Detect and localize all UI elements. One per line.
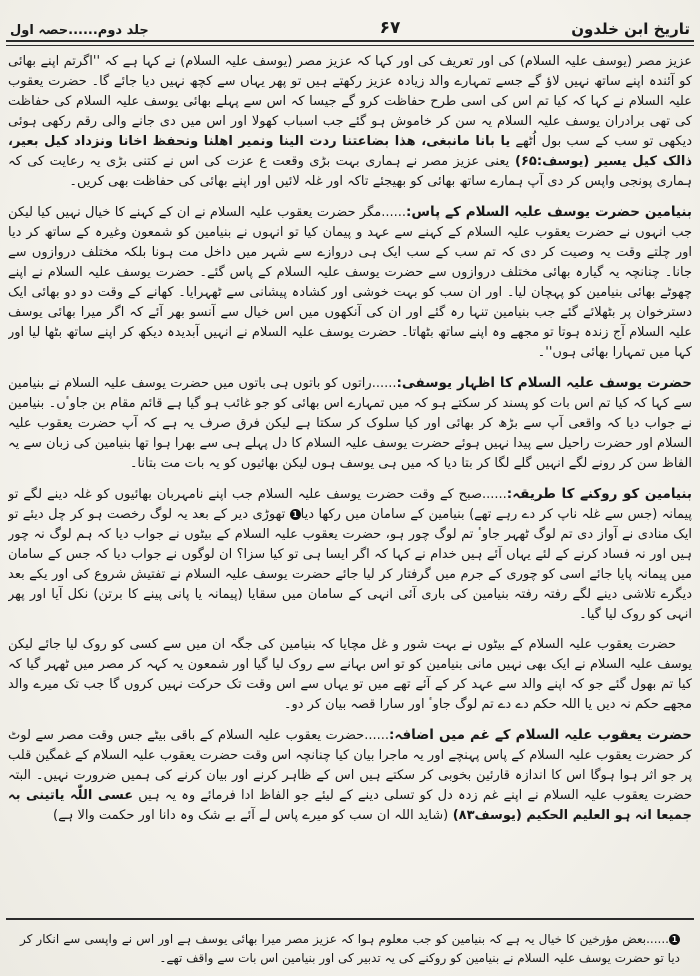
- paragraph-text: تھوڑی دیر کے بعد یہ لوگ رخصت ہو کر چل دیئے تو ایک منادی نے آواز دی تم لوگ ٹھہر جاوٴ تم لوگ چور ہو، حضرت یعقوب علیہ السلام کے بیٹوں نے جواب دیا کہ ہم لوگ نہ چور ہیں اور نہ فساد کرنے کے لئے یہاں آئے ہیں خدام نے کہا کہ اگر ایسا ہی تو کیا سزا؟ ان لوگوں نے جواب دیا کہ جس کے سامان میں پیمانہ پایا جائے اسی کو چوری کے جرم میں گرفتار کر لیا جائے حضرت یوسف علیہ السلام نے تفتیش شروع کی اور یکے بعد دیگرے تلاشی دینے لگے رفتہ رفتہ بنیامین کی باری آئی انہی کے سامان میں سقایا (پیمانہ یا پانی پینے کا برتن) نکل آیا اور پھر انہی کو روک لیا گیا۔: [8, 507, 692, 622]
- verse-reference: (یوسف:۶۵): [509, 154, 596, 169]
- volume-label: جلد دوم......حصہ اول: [10, 23, 149, 38]
- paragraph-rokne-ka-tariqa: [8, 484, 692, 625]
- footnote-marker: 1: [669, 934, 680, 945]
- header-double-rule: [6, 40, 694, 46]
- section-heading: بنیامین کو روکنے کا طریقہ:: [506, 486, 692, 502]
- section-heading: حضرت یعقوب علیہ السلام کے غم میں اضافہ:: [389, 727, 692, 743]
- book-title: تاریخ ابن خلدون: [571, 20, 690, 38]
- paragraph-intro: [8, 52, 692, 192]
- paragraph-text: ......حضرت یعقوب علیہ السلام کے باقی بیٹے جس وقت مصر سے لوٹ کر حضرت یعقوب علیہ السلام کے پاس پہنچے اور یہ ماجرا بیان کیا چنانچہ اس وقت حضرت یعقوب علیہ السلام کے غمگین قلب پر جو اثر ہوا ہوگا اس کا اندازہ قارئین بخوبی کر سکتے ہیں اس کے ظاہر کرنے اور بیان کرنے کی ہمیں ضرورت نہیں۔ البتہ حضرت یعقوب علیہ السلام نے اپنے غم زدہ دل کو تسلی دینے کے لیئے جو الفاظ ادا فرمائے وہ یہ ہیں: [8, 728, 692, 803]
- footnote-marker-inline: 1: [290, 509, 301, 520]
- page-header: [10, 8, 690, 38]
- footnote-text: ......بعض مؤرخین کا خیال یہ ہے کہ بنیامین کو جب معلوم ہوا کہ عزیز مصر میرا بھائی یوسف ہے اور اس نے واپسی سے انکار کر دیا تو حضرت یوسف علیہ السلام نے بنیامین کو روکنے کی یہ تدبیر کی اور بنیامین اس بات سے واقف تھے۔: [20, 932, 680, 965]
- paragraph-text: ......صبح کے وقت حضرت یوسف علیہ السلام جب اپنے نامہربان بھائیوں کو غلہ دینے لگے تو پیمانہ (جس سے غلہ ناپ کر دے رہے تھے) بنیامین کے سامان میں رکھا دیا: [8, 487, 692, 522]
- paragraph-izhar-yusufi: [8, 373, 692, 474]
- section-heading: حضرت یوسف علیہ السلام کا اظہار یوسفی:: [396, 375, 692, 391]
- quran-quote: یا بانا مانبغی، ھذا بضاعتنا ردت الینا ونمیر اھلنا ونحفظ اخانا ونزداد کیل بعیر، ذالک کیل یسیر: [8, 134, 692, 169]
- paragraph-text: ......مگر حضرت یعقوب علیہ السلام نے ان کے کہنے کا خیال نہیں کیا لیکن جب انہوں نے حضرت یعقوب علیہ السلام کے کہنے سے عہد و پیمان کیا تو انہوں نے بنیامین کو شمعون وغیرہ کے ساتھ کر دیا اور چلتے وقت یہ وصیت کر دی کہ تم سب کے سب ایک ہی دروازے سے شہر میں داخل مت ہونا بلکہ مختلف دروازوں سے جانا۔ چنانچہ یہ گیارہ بھائی مختلف دروازوں سے حضرت یوسف علیہ السلام کے پاس گئے۔ حضرت یوسف علیہ السلام نے اپنے چھوٹے بھائی بنیامین کو پہچان لیا۔ اور ان سب کو بہت خوشی اور کشادہ پیشانی سے ٹھہرایا۔ کھانے کے وقت دو دو بھائی ایک دسترخوان پر بٹھلائے گئے جب بنیامین تنہا رہ گئے اور ان کی آنکھوں میں اس خیال سے آنسو بھر آئے کہ اگر میرا بھائی یوسف علیہ السلام آج زندہ ہوتا تو مجھے وہ اپنے ساتھ بٹھاتا۔ حضرت یوسف علیہ السلام نے انہیں آبدیدہ دیکھ کر اپنے ساتھ بٹھا لیا اور کہا میں تمہارا بھائی ہوں''۔: [8, 205, 692, 360]
- verse-reference: (یوسف۸۳): [448, 808, 527, 823]
- quran-quote: عسی اللّٰہ یاتینی بہ جمیعا انہ ہو العلیم الحکیم: [8, 788, 692, 823]
- paragraph-binyamin-with-yusuf: [8, 202, 692, 363]
- footnote-section: [6, 918, 694, 970]
- paragraph-text: یعنی عزیز مصر نے ہماری بہت بڑی وقعت ع عزت کی اس نے کتنی بڑی یہ رعایت کی کہ ہماری پونجی واپس کر دی آپ ہمارے ساتھ بھائی کو بھیجئے تاکہ اور غلہ لائیں اور اپنے بھائی کی حفاظت بھی کریں۔: [8, 154, 692, 189]
- paragraph-text: (شاید اللہ ان سب کو میرے پاس لے آئے بے شک وہ دانا اور حکمت والا ہے): [53, 808, 449, 823]
- paragraph-text: ......راتوں کو باتوں ہی باتوں میں حضرت یوسف علیہ السلام نے بنیامین سے کہا کہ کیا تم اس بات کو پسند کر سکتے ہو کہ میں تمہارے اس بھائی کو جو غائب ہو گیا ہے قائم مقام بن جاوٴں۔ بنیامین نے جواب دیا کہ واقعی آپ سے بڑھ کر بھائی اور کیا سلوک کر سکتا ہے لیکن فرق صرف یہ ہے کہ آپ حضرت یعقوب علیہ السلام اور حضرت راحیل سے پیدا نہیں ہوئے حضرت یوسف علیہ السلام کا دل پہلے ہی سے بھرا ہوا تھا بنیامین کی زبان سے یہ الفاظ سن کر رونے لگے انہیں گلے لگا کر بتا دیا کہ میں ہی یوسف ہوں لیکن بھائیوں کو یہ بات مت بتانا۔: [8, 376, 692, 471]
- paragraph-text: عزیز مصر (یوسف علیہ السلام) کی اور تعریف کی اور کہا کہ عزیز مصر (یوسف علیہ السلام) نے کہا ہے کہ ''اگرتم اپنے بھائی کو آئندہ اپنے ساتھ نہیں لاؤ گے جسے تمہارے والد زیادہ عزیز رکھتے ہیں تو پھر یہاں سے کچھ نہیں دیا جائے گا۔ حضرت یعقوب علیہ السلام نے کہا کہ کیا تم اس کی اسی طرح حفاظت کرو گے جیسا کہ اس سے پہلے بھائی یوسف علیہ السلام کی حفاظت کی تھی برادران یوسف علیہ السلام یہ سن کر خاموش ہو گئے جب اسباب کھولا اور اس میں دی جانے والی رقم رکھی ہوئی دیکھی تو سب کے سب بول اُٹھے: [8, 54, 692, 149]
- paragraph-text: حضرت یعقوب علیہ السلام کے بیٹوں نے بہت شور و غل مچایا کہ بنیامین کی جگہ ان میں سے کسی کو روک لیا جائے لیکن یوسف علیہ السلام نے ایک بھی نہیں مانی بنیامین کو تو اس بہانے سے روک لیا گیا اور شمعون یہ کہہ کر مصر میں ٹھہر گیا کہ کیا تم بھول گئے جو کہ اپنے والد سے عہد کر کے آئے تھے میں تو یہاں سے اس وقت تک حرکت نہیں کروں گا جب تک میرے والد مجھے حکم نہ دیں یا اللہ حکم دے دے تم لوگ جاوٴ اور سارا قصہ بیان کر دو۔: [8, 637, 692, 712]
- body-text: [8, 52, 692, 890]
- paragraph-yaqub-grief: [8, 725, 692, 826]
- section-heading: بنیامین حضرت یوسف علیہ السلام کے پاس:: [406, 204, 692, 220]
- paragraph-brothers-protest: [8, 635, 692, 715]
- page-number: ۶۷: [379, 18, 401, 38]
